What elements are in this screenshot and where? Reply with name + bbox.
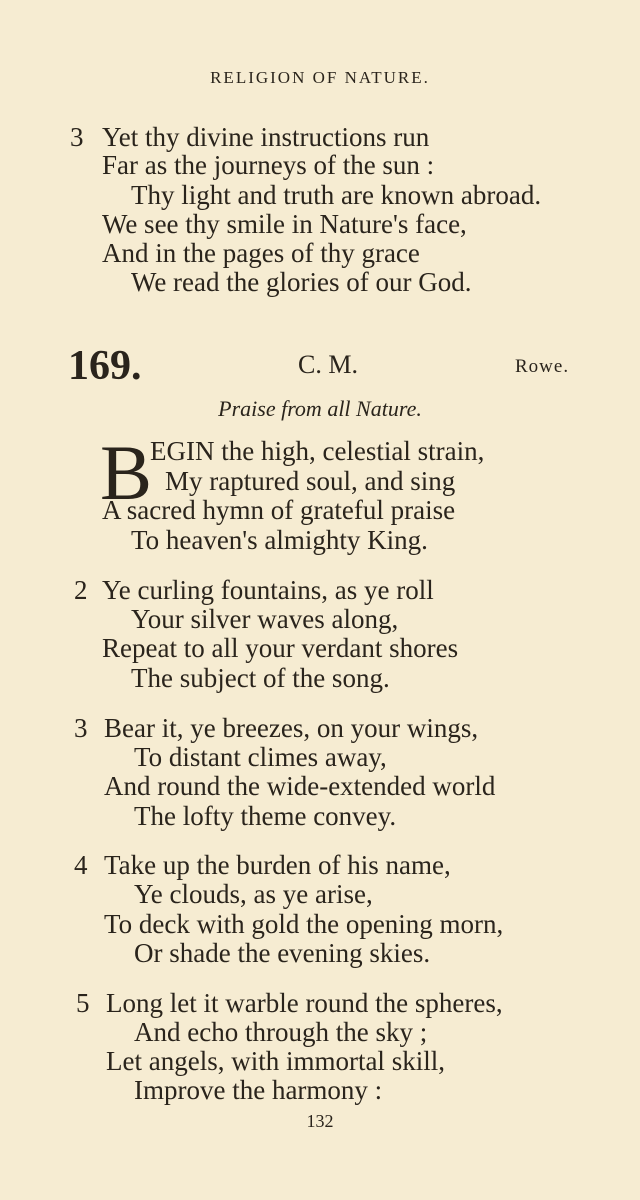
verse-line: And in the pages of thy grace bbox=[102, 238, 420, 268]
hymn-meter: C. M. bbox=[298, 350, 358, 379]
verse-line: A sacred hymn of grateful praise bbox=[102, 495, 456, 525]
verse-line: Yet thy divine instructions run bbox=[102, 122, 430, 152]
verse-line: Ye curling fountains, as ye roll bbox=[102, 575, 434, 605]
drop-cap: B bbox=[100, 429, 153, 516]
verse-line: We read the glories of our God. bbox=[131, 267, 472, 297]
verse-line: To deck with gold the opening morn, bbox=[104, 909, 504, 939]
verse-line: My raptured soul, and sing bbox=[165, 466, 456, 496]
verse-line: And round the wide-extended world bbox=[104, 771, 496, 801]
verse-line: Ye clouds, as ye arise, bbox=[134, 879, 373, 909]
verse-line: To distant climes away, bbox=[134, 742, 387, 772]
verse-line: Let angels, with immortal skill, bbox=[106, 1046, 445, 1076]
stanza-number: 5 bbox=[76, 988, 90, 1018]
stanza-number: 3 bbox=[74, 713, 88, 743]
verse-line: Improve the harmony : bbox=[134, 1075, 383, 1105]
verse-line: The lofty theme convey. bbox=[134, 801, 397, 831]
stanza-number: 2 bbox=[74, 575, 88, 605]
verse-line: Or shade the evening skies. bbox=[134, 938, 431, 968]
verse-line: Bear it, ye breezes, on your wings, bbox=[104, 713, 479, 743]
stanza-number: 3 bbox=[70, 122, 84, 152]
verse-line: And echo through the sky ; bbox=[134, 1017, 428, 1047]
running-head: RELIGION OF NATURE. bbox=[210, 68, 430, 87]
verse-line: The subject of the song. bbox=[131, 663, 390, 693]
hymn-title: Praise from all Nature. bbox=[218, 396, 422, 421]
verse-line: Thy light and truth are known abroad. bbox=[131, 180, 542, 210]
verse-line: Your silver waves along, bbox=[131, 604, 399, 634]
verse-line: We see thy smile in Nature's face, bbox=[102, 209, 467, 239]
verse-line: Repeat to all your verdant shores bbox=[102, 633, 459, 663]
page-number: 132 bbox=[306, 1111, 334, 1131]
hymn-number: 169. bbox=[68, 343, 142, 389]
verse-line: Far as the journeys of the sun : bbox=[102, 150, 435, 180]
verse-line: EGIN the high, celestial strain, bbox=[150, 436, 485, 466]
verse-line: Take up the burden of his name, bbox=[104, 850, 451, 880]
stanza-number: 4 bbox=[74, 850, 88, 880]
verse-line: Long let it warble round the spheres, bbox=[106, 988, 503, 1018]
hymn-author: Rowe. bbox=[515, 356, 570, 377]
verse-line: To heaven's almighty King. bbox=[131, 525, 428, 555]
